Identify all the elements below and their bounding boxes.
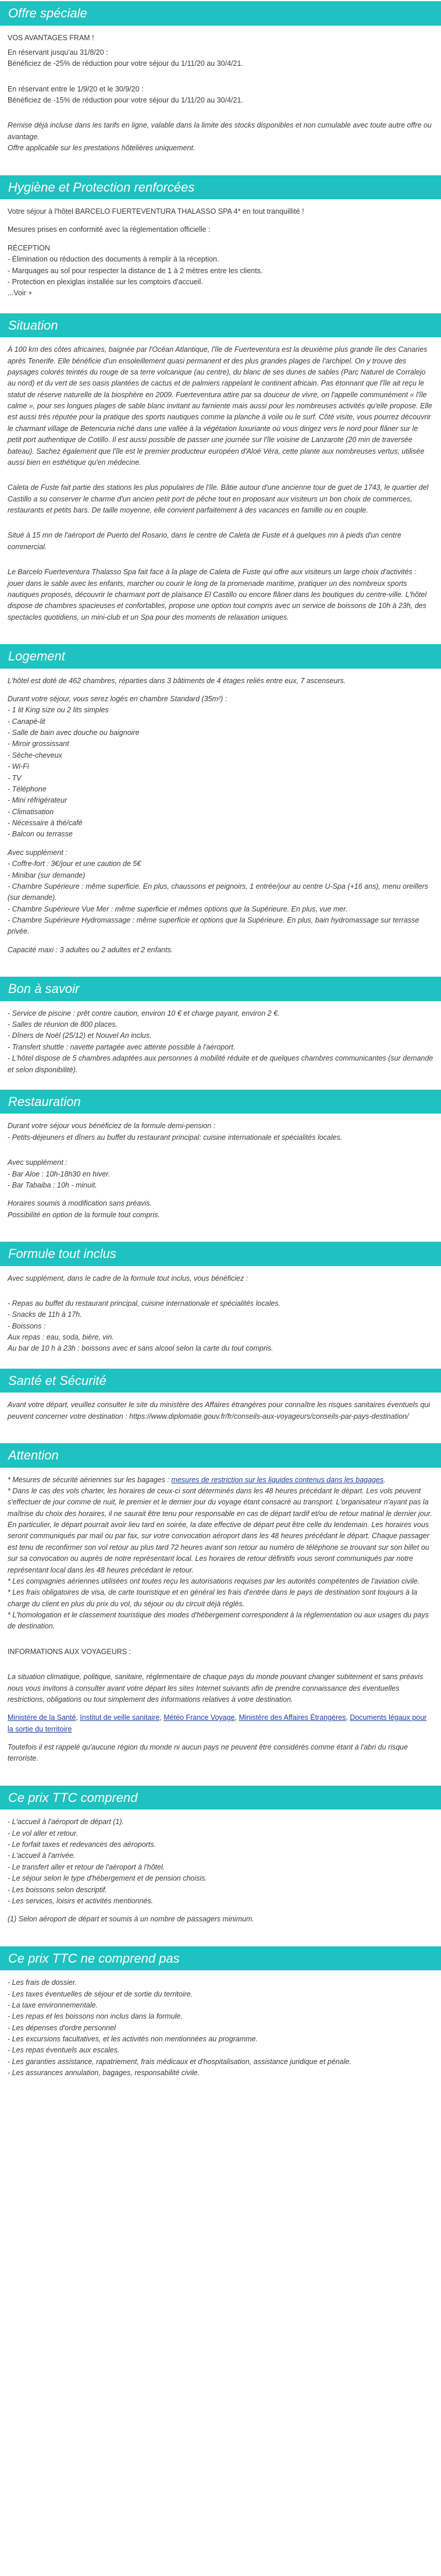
hygiene-p2: Mesures prises en conformité avec la réglementation officielle : — [8, 225, 211, 234]
attention-note-2: * Dans le cas des vols charter, les horaires de ceux-ci sont déterminés dans les 48 heures précédant le départ. Les vols peuvent s'effectuer de jour comme de nuit, le premier et le dernier jour du voyage étant consacré au transport. L'organisateur n'ayant pas la maîtrise du choix des horaires, il ne saurait être tenu pour responsable en cas de départ tardif et/ou de retour matinal le dernier jour. En particulier, le départ pourrait avoir lieu tard en soirée, la date effective de départ peut être celle du lendemain. Les horaires vous seront communiqués par mail ou par fax, sur votre convocation aéroport dans les 48 heures précédant le départ. Chaque passager est tenu de reconfirmer son vol retour au plus tard 72 heures avant son retour au numéro de téléphone se trouvant sur son billet ou sur sa convocation ou auprès de notre représentant local. Les horaires de retour définitifs vous seront communiqués par notre représentant local dans les 48 heures précédant le retour. — [8, 1486, 432, 1574]
list-item: - Marquages au sol pour respecter la distance de 1 à 2 mètres entre les clients. — [8, 266, 263, 275]
list-item: - Salles de réunion de 800 places. — [8, 1020, 118, 1029]
list-item: - Transfert shuttle : navette partagée avec attente possible à l'aéroport. — [8, 1043, 236, 1051]
list-item: - L'accueil à l'arrivée. — [8, 1851, 76, 1860]
list-item: - Le transfert aller et retour de l'aéroport à l'hôtel. — [8, 1863, 165, 1871]
link-documents-legaux[interactable]: Documents légaux pour la sortie du territoire — [8, 1713, 427, 1733]
offre-title: Offre spéciale — [0, 1, 441, 26]
section-hygiene — [0, 175, 441, 313]
section-bonasavoir — [0, 977, 441, 1090]
list-item: - Service de piscine : prêt contre caution, environ 10 € et charge payant, environ 2 €. — [8, 1009, 280, 1017]
logement-p1: L'hôtel est doté de 462 chambres, réparties dans 3 bâtiments de 4 étages reliés entre eux, 7 ascenseurs. — [8, 676, 346, 685]
list-item: - Miroir grossissant — [8, 740, 69, 748]
bonasavoir-title: Bon à savoir — [0, 977, 441, 1001]
restauration-p1b: - Petits-déjeuners et dîners au buffet du restaurant principal: cuisine internationale et spécialités locales. — [8, 1133, 343, 1142]
sante-title: Santé et Sécurité — [0, 1369, 441, 1393]
formule-intro: Avec supplément, dans le cadre de la formule tout inclus, vous bénéficiez : — [8, 1274, 248, 1282]
list-item: - Coffre-fort : 3€/jour et une caution de 5€ — [8, 860, 141, 868]
bonasavoir-list — [8, 1008, 433, 1076]
logement-supp-intro: Avec supplément : — [8, 848, 67, 857]
section-logement — [0, 644, 441, 977]
offre-p5: Remise déjà incluse dans les tarifs en ligne, valable dans la limite des stocks disponibles et non cumulable avec toute autre offre ou avantage. — [8, 121, 432, 141]
section-situation — [0, 313, 441, 644]
restauration-title: Restauration — [0, 1090, 441, 1114]
list-item: - Climatisation — [8, 807, 54, 816]
infos-title: INFORMATIONS AUX VOYAGEURS : — [8, 1647, 131, 1656]
list-item: - Repas au buffet du restaurant principal, cuisine internationale et spécialités locales. — [8, 1299, 281, 1308]
restauration-p1: Durant votre séjour vous bénéficiez de la formule demi-pension : — [8, 1122, 216, 1130]
list-item: - Les repas et les boissons non inclus dans la formule. — [8, 2012, 183, 2021]
situation-p1: À 100 km des côtes africaines, baignée par l'Océan Atlantique, l'île de Fuerteventura est la deuxième plus grande île des Canaries après Tenerife. Elle bénéficie d'un ensoleillement quasi permanent et des plus grandes plages de l'archipel. On y trouve des paysages colorés teintés du rouge de sa terre volcanique (au centre), du blanc de ses dunes de sables (Parc Naturel de Corralejo au nord) et du vert de ses oasis plantées de cactus et de palmiers rappelant le continent africain. Pas étonnant que l'île ait reçu le statut de réserve naturelle de la biosphère en 2009. Fuerteventura attire par sa douceur de vivre, on l'appelle communément « l'île calme », pour ses longues plages de sable blanc invitant au farniente mais aussi pour les nombreuses activités qu'elle propose. Elle est aussi très réputée pour la pratique des sports nautiques comme la planche à voile ou le surf. Côté visite, vous pourrez découvrir le charmant village de Betencuria niché dans une vallée à la végétation luxuriante où vous dirigez vers le nord pour flâner sur le petit port authentique de Cotillo. Il est aussi possible de passer une journée sur l'île voisine de Lanzarote (20 min de traversée bateau). Sachez également que l'île est le premier producteur européen d'Aloé Véra, cette plante aux nombreuses vertus, utilisée aussi bien en esthétique qu'en médecine. — [8, 345, 432, 467]
situation-p4: Le Barcelo Fuerteventura Thalasso Spa fait face à la plage de Caleta de Fuste qui offre aux visiteurs un large choix d'activités : jouer dans le sable avec les enfants, marcher ou courir le long de la promenade maritime, pratiquer un des nombreux sports nautiques proposés, découvrir le charmant port de plaisance El Castillo ou encore flâner dans les boutiques du centre-ville. L'hôtel dispose de chambres spacieuses et confortables, propose une option tout compris avec un service de boissons de 10h à 23h, des spectacles quotidiens, un mini-club et un Spa pour des moments de relaxation uniques. — [8, 568, 427, 621]
comprend-note: (1) Selon aéroport de départ et soumis à un nombre de passagers minimum. — [8, 1915, 254, 1924]
list-item: RÉCEPTION — [8, 243, 50, 252]
list-item: - Chambre Supérieure : même superficie. En plus, chaussons et peignoirs, 1 entrée/jour au centre U-Spa (+16 ans), menu oreillers (sur demande). — [8, 882, 428, 902]
list-item: - Téléphone — [8, 785, 47, 793]
list-item: - Boissons : — [8, 1321, 46, 1330]
comprend-list — [8, 1817, 433, 1907]
offre-p3: En réservant entre le 1/9/20 et le 30/9/20 : — [8, 84, 144, 93]
list-item: - Les assurances annulation, bagages, responsabilité civile. — [8, 2069, 200, 2077]
situation-title: Situation — [0, 313, 441, 338]
attention-final: Toutefois il est rappelé qu'aucune région du monde ni aucun pays ne peuvent être considérés comme étant à l'abri du risque terroriste. — [8, 1743, 408, 1763]
formule-list — [8, 1298, 433, 1355]
list-item: - La taxe environnementale. — [8, 2001, 98, 2009]
list-item: - Dîners de Noël (25/12) et Nouvel An inclus. — [8, 1031, 152, 1040]
list-item: - Les taxes éventuelles de séjour et de sortie du territoire. — [8, 1990, 193, 1998]
list-item: - Le vol aller et retour. — [8, 1829, 79, 1838]
logement-list — [8, 705, 433, 840]
section-restauration — [0, 1090, 441, 1242]
logement-supp-list — [8, 858, 433, 938]
list-item: - 1 lit King size ou 2 lits simples — [8, 706, 109, 715]
hygiene-title: Hygiène et Protection renforcées — [0, 175, 441, 200]
list-item: - Minibar (sur demande) — [8, 871, 86, 879]
list-item: - Les services, loisirs et activités mentionnés. — [8, 1896, 154, 1905]
logement-intro: Durant votre séjour, vous serez logés en chambre Standard (35m²) : — [8, 694, 227, 703]
list-item: - Le forfait taxes et redevances des aéroports. — [8, 1840, 156, 1849]
list-item: - Nécessaire à thé/café — [8, 819, 83, 827]
section-nocomprend — [0, 1946, 441, 2093]
restauration-supp-list — [8, 1169, 433, 1192]
list-item: Au bar de 10 h à 23h : boissons avec et sans alcool selon la carte du tout compris. — [8, 1344, 273, 1353]
nocomprend-title: Ce prix TTC ne comprend pas — [0, 1946, 441, 1971]
list-item: - Mini réfrigérateur — [8, 796, 67, 805]
note-text: . — [383, 1475, 386, 1484]
list-item: - Chambre Supérieure Vue Mer : même superficie et mêmes options que la Supérieure. En plus, vue mer. — [8, 904, 348, 913]
list-item: - Canapé-lit — [8, 717, 45, 726]
formule-title: Formule tout inclus — [0, 1242, 441, 1266]
infos-paragraph: La situation climatique, politique, sanitaire, réglementaire de chaque pays du monde pouvant changer subitement et sans préavis nous vous invitons à consulter avant votre départ les sites Internet suivants afin de prendre connaissance des éventuelles restrictions, obligations ou tout simplement des informations relatives à votre destination. — [8, 1673, 424, 1704]
list-item: - Bar Tabaiba : 10h - minuit. — [8, 1181, 97, 1189]
hygiene-p1: Votre séjour à l'hôtel BARCELO FUERTEVENTURA THALASSO SPA 4* en tout tranquillité ! — [8, 207, 304, 215]
situation-p2: Caleta de Fuste fait partie des stations les plus populaires de l'île. Bâtie autour d'une ancienne tour de guet de 1743, le quartier del Castillo a su conserver le charme d'un ancien petit port de pêche tout en proposant aux visiteurs un bon choix de commerces, restaurants et petits bars. De taille moyenne, elle convient parfaitement à des vacances en famille ou en couple. — [8, 483, 429, 514]
restauration-p3: Horaires soumis à modification sans préavis. — [8, 1199, 152, 1208]
section-sante — [0, 1369, 441, 1443]
list-item: - Les repas éventuels aux escales. — [8, 2046, 120, 2055]
nocomprend-list — [8, 1977, 433, 2079]
offre-p6: Offre applicable sur les prestations hôtelières uniquement. — [8, 144, 195, 153]
restauration-supp-intro: Avec supplément : — [8, 1158, 67, 1167]
offre-p1: En réservant jusqu'au 31/8/20 : — [8, 48, 108, 56]
hygiene-list — [8, 243, 433, 299]
section-comprend — [0, 1786, 441, 1946]
list-item: - Les excursions facultatives, et les activités non mentionnées au programme. — [8, 2035, 258, 2043]
note-text: * Mesures de sécurité aériennes sur les bagages : — [8, 1475, 169, 1484]
offre-p4: Bénéficiez de -15% de réduction pour votre séjour du 1/11/20 au 30/4/21. — [8, 96, 243, 104]
situation-p3: Situé à 15 mn de l'aéroport de Puerto del Rosario, dans le centre de Caleta de Fuste et à quelques mn à pieds d'un centre commercial. — [8, 531, 401, 551]
list-item: - Bar Aloe : 10h-18h30 en hiver. — [8, 1169, 111, 1178]
list-item: - Le séjour selon le type d'hébergement et de pension choisis. — [8, 1874, 207, 1883]
list-item: Aux repas : eau, soda, bière, vin. — [8, 1333, 114, 1341]
logement-capacite: Capacité maxi : 3 adultes ou 2 adultes et 2 enfants. — [8, 945, 173, 954]
list-item: - L'hôtel dispose de 5 chambres adaptées aux personnes à mobilité réduite et de quelques chambres communicantes (sur demande et selon disponibilité). — [8, 1054, 433, 1074]
attention-note-5: * L'homologation et le classement touristique des modes d'hébergement correspondent à la réglementation ou aux usages du pays de destination. — [8, 1611, 429, 1631]
section-formule — [0, 1242, 441, 1369]
restauration-p4: Possibilité en option de la formule tout compris. — [8, 1210, 160, 1219]
list-item: - Protection en plexiglas installée sur les comptoirs d'accueil. — [8, 277, 203, 286]
list-item: - Balcon ou terrasse — [8, 830, 73, 839]
offre-p2: Bénéficiez de -25% de réduction pour votre séjour du 1/11/20 au 30/4/21. — [8, 59, 243, 68]
list-item: - Salle de bain avec douche ou baignoire — [8, 729, 140, 737]
section-offre — [0, 1, 441, 175]
attention-note-1 — [8, 1475, 433, 1486]
list-item: - Les garanties assistance, rapatriement, frais médicaux et d'hospitalisation, assistance juridique et pénale. — [8, 2057, 351, 2066]
link-ministere-sante[interactable]: Ministère de la Santé — [8, 1713, 76, 1722]
list-item: - L'accueil à l'aéroport de départ (1). — [8, 1818, 125, 1826]
list-item: - Wi-Fi — [8, 762, 29, 771]
link-meteo-france[interactable]: Météo France Voyage — [163, 1713, 235, 1722]
list-item: - Sèche-cheveux — [8, 751, 62, 759]
liquids-restriction-link[interactable]: mesures de restriction sur les liquides contenus dans les bagages — [171, 1475, 384, 1484]
infos-links: Ministère de la Santé, Institut de veille sanitaire, Météo France Voyage, Ministère des Affaires Étrangères, Documents légaux pour la sortie du territoire — [8, 1713, 427, 1733]
attention-note-4: * Les frais obligatoires de visa, de carte touristique et en général les frais d'entrée dans le pays de destination sont toujours à la charge du client en plus du prix du vol, du séjour ou du circuit déjà réglés. — [8, 1588, 418, 1608]
sante-p1: Avant votre départ, veuillez consulter le site du ministère des Affaires étrangères pour connaître les risques sanitaires éventuels qui peuvent concerner votre destination : https://www.diplomatie.gouv.fr/fr/conseils-aux-voyageurs/conseils-par-pays-destination/ — [8, 1401, 431, 1420]
list-item: - Les dépenses d'ordre personnel — [8, 2023, 116, 2032]
list-item: - Chambre Supérieure Hydromassage : même superficie et options que la Supérieure. En plus, bain hydromassage sur terrasse privée. — [8, 916, 419, 936]
list-item: - Les frais de dossier. — [8, 1978, 77, 1987]
logement-title: Logement — [0, 644, 441, 669]
section-attention — [0, 1443, 441, 1786]
list-item: - Snacks de 11h à 17h. — [8, 1310, 82, 1319]
list-item: - Élimination ou réduction des documents à remplir à la réception. — [8, 255, 219, 264]
attention-title: Attention — [0, 1443, 441, 1468]
see-more-link[interactable]: ...Voir + — [8, 289, 33, 298]
attention-note-3: * Les compagnies aériennes utilisées ont toutes reçu les autorisations requises par les autorités compétentes de l'aviation civile. — [8, 1577, 420, 1585]
link-veille-sanitaire[interactable]: Institut de veille sanitaire — [80, 1713, 160, 1722]
offre-heading: VOS AVANTAGES FRAM ! — [8, 33, 94, 42]
comprend-title: Ce prix TTC comprend — [0, 1786, 441, 1810]
link-affaires-etrangeres[interactable]: Ministère des Affaires Étrangères — [239, 1713, 346, 1722]
list-item: - TV — [8, 773, 22, 782]
list-item: - Les boissons selon descriptif. — [8, 1885, 107, 1894]
